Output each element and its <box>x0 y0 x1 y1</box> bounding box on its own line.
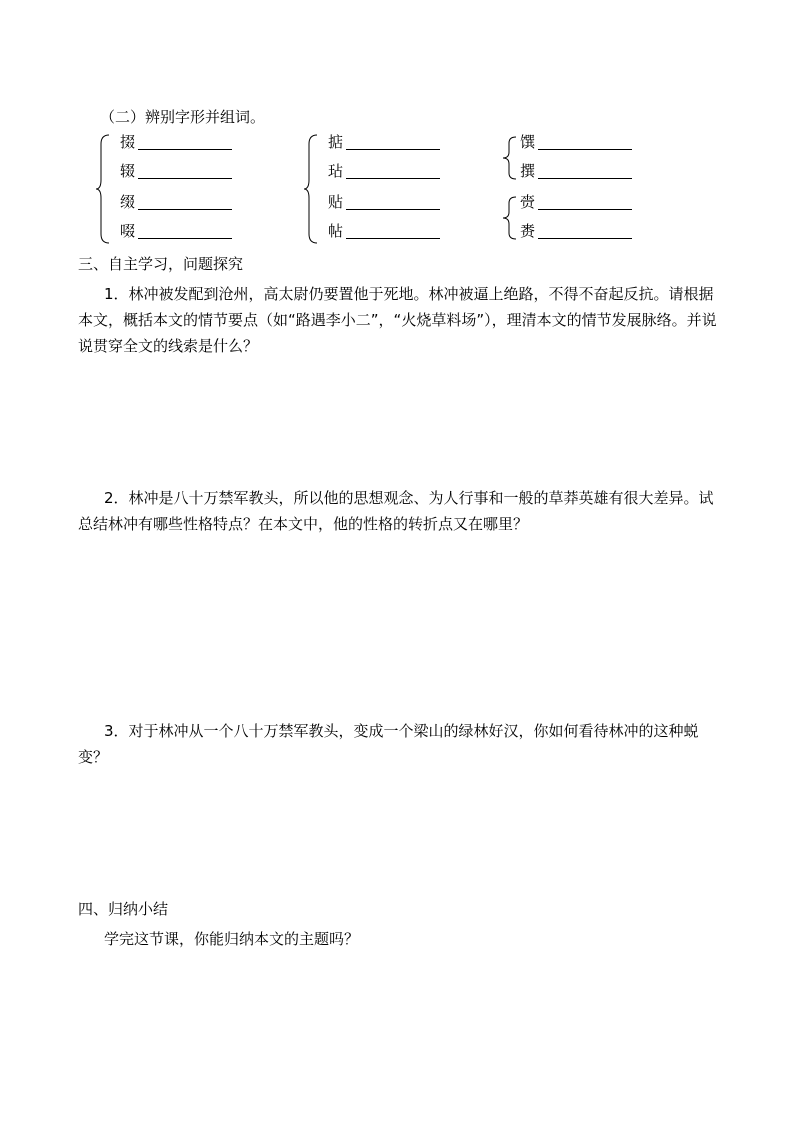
question-text: 2．林冲是八十万禁军教头，所以他的思想观念、为人行事和一般的草莽英雄有很大差异。试总结林冲有哪些性格特点？在本文中，他的性格的转折点又在哪里？ <box>78 489 714 533</box>
question-3 <box>78 718 723 770</box>
word-item[interactable]: 啜 <box>120 221 138 241</box>
answer-blank[interactable] <box>346 149 440 150</box>
question-1 <box>78 281 723 359</box>
word-item[interactable]: 缀 <box>120 192 138 212</box>
answer-blank[interactable] <box>138 178 232 179</box>
word-item[interactable]: 辍 <box>120 161 138 181</box>
answer-blank[interactable] <box>138 238 232 239</box>
word-item[interactable]: 撰 <box>520 161 538 181</box>
section-4-question: 学完这节课，你能归纳本文的主题吗？ <box>104 930 360 948</box>
answer-blank[interactable] <box>538 149 632 150</box>
section-2-heading: （二）辨别字形并组词。 <box>100 108 266 126</box>
word-item[interactable]: 掂 <box>328 132 346 152</box>
question-text: 1．林冲被发配到沧州，高太尉仍要置他于死地。林冲被逼上绝路，不得不奋起反抗。请根据本文，概括本文的情节要点（如“路遇李小二”，“火烧草料场”），理清本文的情节发展脉络。并说说贯穿全文的线索是什么？ <box>78 285 717 355</box>
brace-icon <box>503 136 517 180</box>
word-item[interactable]: 赉 <box>520 221 538 241</box>
word-item[interactable]: 赍 <box>520 192 538 212</box>
section-4-heading: 四、归纳小结 <box>78 900 169 918</box>
answer-blank[interactable] <box>138 149 232 150</box>
word-item[interactable]: 玷 <box>328 161 346 181</box>
brace-icon <box>503 196 517 240</box>
word-item[interactable]: 掇 <box>120 132 138 152</box>
word-item[interactable]: 帖 <box>328 221 346 241</box>
question-text: 3．对于林冲从一个八十万禁军教头，变成一个梁山的绿林好汉，你如何看待林冲的这种蜕变？ <box>78 722 699 766</box>
word-item[interactable]: 贴 <box>328 192 346 212</box>
answer-blank[interactable] <box>138 209 232 210</box>
answer-blank[interactable] <box>538 178 632 179</box>
answer-blank[interactable] <box>346 209 440 210</box>
answer-blank[interactable] <box>538 209 632 210</box>
brace-icon <box>304 134 318 244</box>
section-3-heading: 三、自主学习，问题探究 <box>78 255 244 273</box>
word-item[interactable]: 馔 <box>520 132 538 152</box>
question-2 <box>78 485 723 537</box>
answer-blank[interactable] <box>346 238 440 239</box>
brace-icon <box>96 134 110 244</box>
answer-blank[interactable] <box>538 238 632 239</box>
answer-blank[interactable] <box>346 178 440 179</box>
